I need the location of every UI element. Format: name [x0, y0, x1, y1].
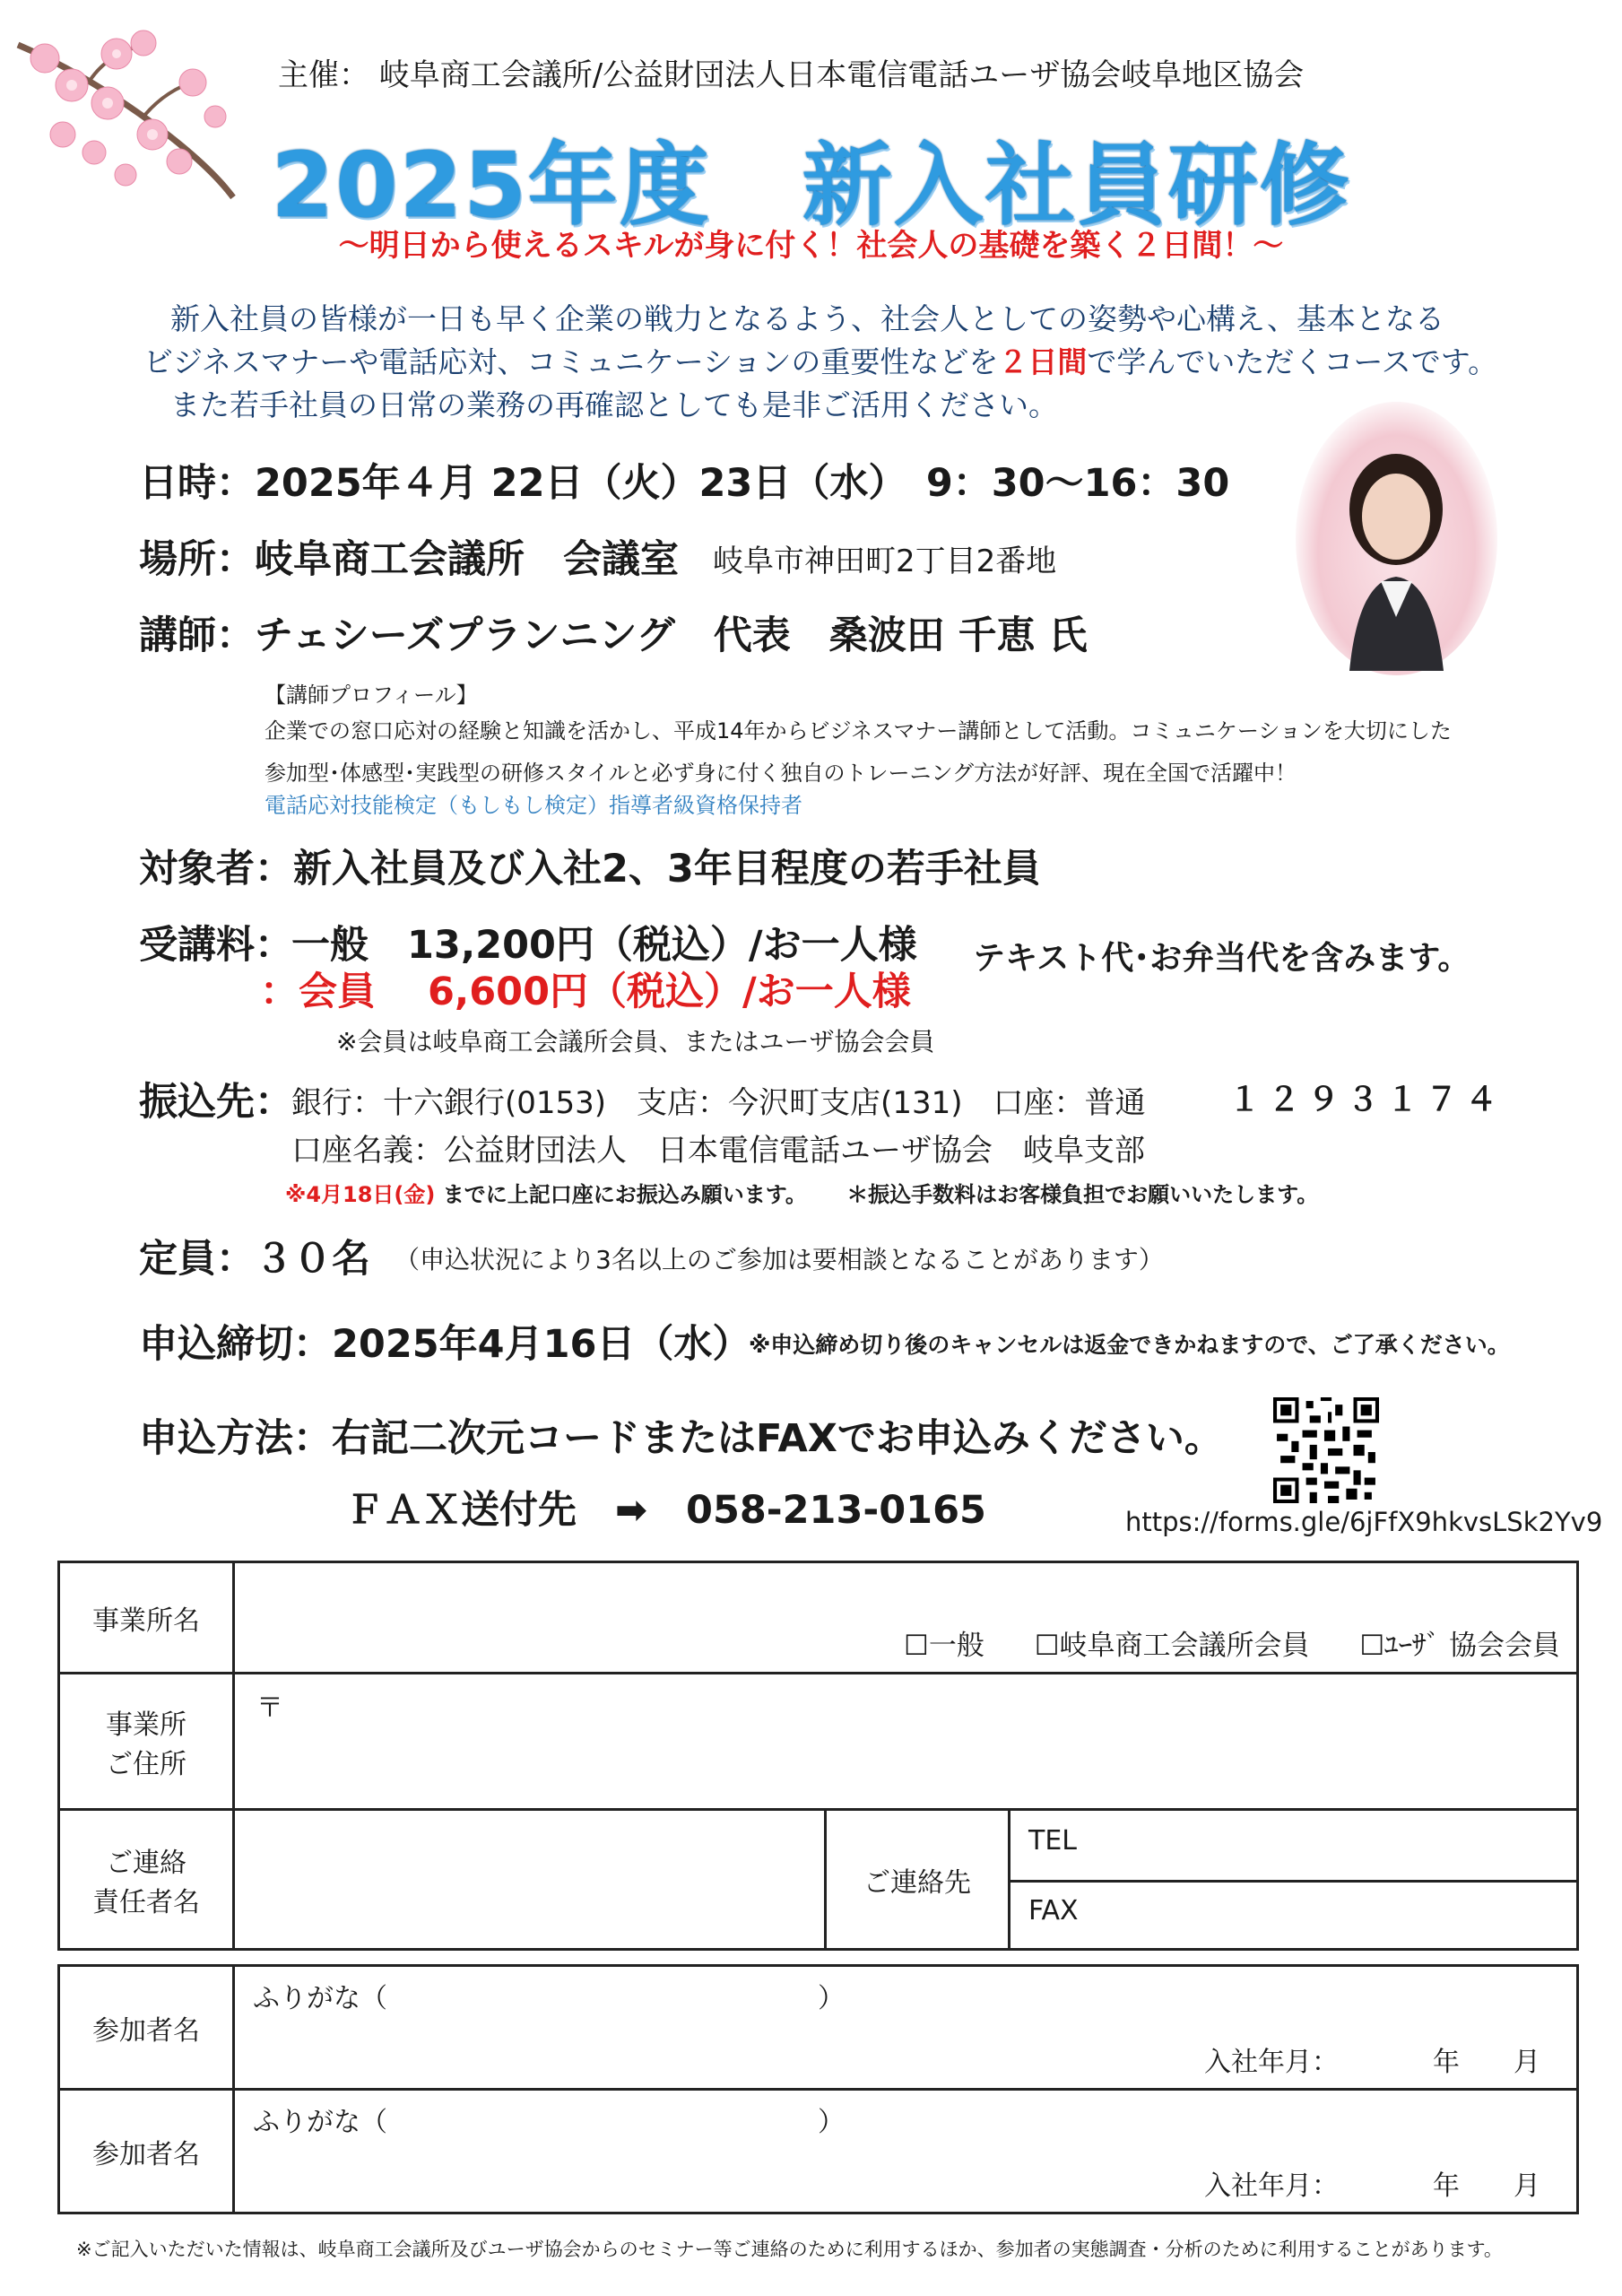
capacity: 定員：３０名: [139, 1237, 370, 1282]
participant-label-1: 参加者名: [59, 1966, 234, 2090]
page-title: 2025年度 新入社員研修: [271, 133, 1351, 238]
intro-line-3: また若手社員の日常の業務の再確認としても是非ご活用ください。: [170, 387, 1058, 422]
address-label: 事業所 ご住所: [59, 1674, 234, 1810]
application-deadline: 申込締切：2025年4月16日（水）: [139, 1322, 751, 1367]
business-name-field[interactable]: [234, 1562, 1578, 1674]
venue: 場所：岐阜商工会議所 会議室: [139, 537, 679, 582]
participants-table: [57, 1964, 1579, 2214]
contact-person-label: ご連絡 責任者名: [59, 1810, 234, 1950]
fee-includes: テキスト代･お弁当代を含みます。: [973, 940, 1470, 977]
deadline-note: ※申込締め切り後のキャンセルは返金できかねますので、ご了承ください。: [749, 1332, 1510, 1358]
transfer-account-number: １２９３１７４: [1228, 1082, 1505, 1118]
subtitle: ～明日から使えるスキルが身に付く！社会人の基礎を築く２日間！～: [338, 228, 1284, 264]
datetime: 日時：2025年４月 22日（火）23日（水） 9：30～16：30: [139, 461, 1230, 506]
fax-number: ＦＡＸ送付先 ➡ 058-213-0165: [345, 1488, 986, 1533]
lecturer-photo: [1296, 402, 1497, 675]
target-audience: 対象者：新入社員及び入社2、3年目程度の若手社員: [139, 847, 1041, 891]
organizer-line: 主催： 岐阜商工会議所/公益財団法人日本電信電話ユーザ協会岐阜地区協会: [278, 57, 1305, 93]
qr-code[interactable]: [1273, 1397, 1379, 1503]
profile-line-1: 企業での窓口応対の経験と知識を活かし、平成14年からビジネスマナー講師として活動。コミュニケーションを大切にした: [265, 718, 1452, 744]
furigana-2: ふりがな（ ）: [253, 2107, 845, 2138]
fax-field[interactable]: FAX: [1010, 1882, 1578, 1950]
option-chamber-member[interactable]: ☐岐阜商工会議所会員: [1034, 1630, 1310, 1662]
fee-label: 受講料：: [139, 923, 293, 968]
application-method: 申込方法：右記二次元コードまたはFAXでお申込みください。: [139, 1416, 1223, 1461]
lecturer: 講師：チェシーズプランニング 代表 桑波田 千恵 氏: [139, 613, 1088, 658]
business-name-label: 事業所名: [59, 1562, 234, 1674]
option-user-association-member[interactable]: ☐ﾕｰｻﾞ 協会会員: [1359, 1630, 1560, 1662]
transfer-label: 振込先：: [139, 1080, 293, 1125]
venue-address: 岐阜市神田町2丁目2番地: [713, 544, 1057, 579]
transfer-account-name: 口座名義：公益財団法人 日本電信電話ユーザ協会 岐阜支部: [291, 1133, 1145, 1169]
fee-note: ※会員は岐阜商工会議所会員、またはユーザ協会会員: [336, 1027, 935, 1057]
business-info-table: [57, 1561, 1579, 1951]
transfer-deadline: ※4月18日(金) までに上記口座にお振込み願います。 ＊振込手数料はお客様負担でお願いいたします。: [285, 1182, 1319, 1207]
profile-heading: 【講師プロフィール】: [265, 683, 478, 708]
address-field[interactable]: [234, 1674, 1578, 1810]
intro-line-2: ビジネスマナーや電話応対、コミュニケーションの重要性などを２日間で学んでいただくコースです。: [143, 344, 1498, 379]
profile-line-3: 電話応対技能検定（もしもし検定）指導者級資格保持者: [265, 793, 802, 818]
form-url[interactable]: https://forms.gle/6jFfX9hkvsLSk2Yv9: [1125, 1507, 1603, 1537]
capacity-note: （申込状況により3名以上のご参加は要相談となることがあります）: [395, 1245, 1164, 1274]
participant-label-2: 参加者名: [59, 2090, 234, 2213]
participant-field-2[interactable]: [234, 2090, 1578, 2213]
fee-member: ：会員 6,600円（税込）/お一人様: [260, 970, 911, 1014]
contact-info-label: ご連絡先: [826, 1810, 1010, 1950]
furigana-1: ふりがな（ ）: [253, 1983, 845, 2014]
fee-general: 一般 13,200円（税込）/お一人様: [291, 923, 917, 968]
membership-options[interactable]: [904, 1622, 1560, 1663]
tel-field[interactable]: TEL: [1010, 1810, 1578, 1882]
option-general[interactable]: ☐一般: [904, 1630, 984, 1662]
join-date-2: 入社年月： 年 月: [1204, 2170, 1540, 2202]
privacy-note: ※ご記入いただいた情報は、岐阜商工会議所及びユーザ協会からのセミナー等ご連絡のために利用するほか、参加者の実態調査・分析のために利用することがあります。: [76, 2239, 1503, 2260]
postal-mark: 〒: [256, 1692, 283, 1724]
contact-person-field[interactable]: [234, 1810, 826, 1950]
transfer-bank: 銀行：十六銀行(0153) 支店：今沢町支店(131) 口座：普通: [291, 1085, 1146, 1121]
intro-line-1: 新入社員の皆様が一日も早く企業の戦力となるよう、社会人としての姿勢や心構え、基本となる: [170, 301, 1444, 336]
profile-line-2: 参加型･体感型･実践型の研修スタイルと必ず身に付く独自のトレーニング方法が好評、現在全国で活躍中！: [265, 761, 1297, 786]
participant-field-1[interactable]: [234, 1966, 1578, 2090]
join-date-1: 入社年月： 年 月: [1204, 2047, 1540, 2078]
